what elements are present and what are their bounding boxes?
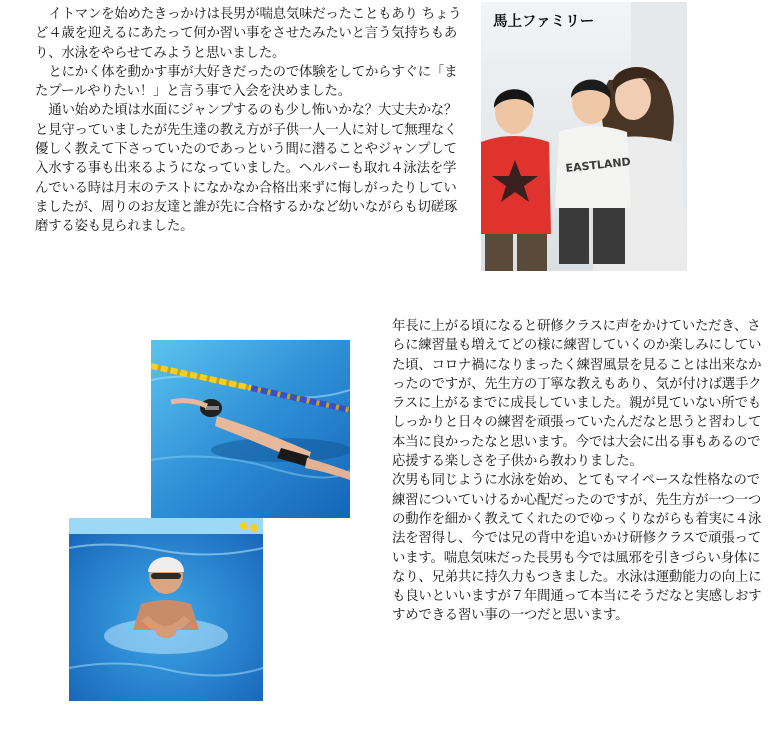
paragraph: とにかく体を動かす事が大好きだったので体験をしてからすぐに「またプールやりたい！」と言う事で入会を決めました。 <box>35 64 458 100</box>
paragraph: 通い始めた頃は水面にジャンプするのも少し怖いかな？大丈夫かな？と見守っていましたが先生達の教え方が子供一人一人に対して無理なく優しく教えて下さっていたのであっという間に潜ることやジャンプして入水する事も出来るようになっていました。ヘルパーも取れ４泳法を学んでいる時は月末のテストになかなか合格出来ずに悔しがったりしていましたが、周りのお友達と誰が先に合格するかなど幼いながらも切磋琢磨する姿も見られました。 <box>35 103 458 235</box>
article-text-bottom <box>392 317 762 626</box>
swim-photo-freestyle <box>151 340 350 518</box>
swim-photo-freestyle-image <box>151 340 350 518</box>
swim-photo-breaststroke <box>69 518 263 701</box>
family-caption: 馬上ファミリー <box>493 14 595 30</box>
family-photo-image <box>481 2 687 271</box>
paragraph: 次男も同じように水泳を始め、とてもマイペースな性格なので練習についていけるか心配だったのですが、先生方が一つ一つの動作を細かく教えてくれたのでゆっくりながらも着実に４泳法を習得し、今では兄の背中を追いかけ研修クラスで頑張っています。喘息気味だった長男も今では風邪を引きづらい身体になり、兄弟共に持久力もつきました。水泳は運動能力の向上にも良いといいますが７年間通って本当にそうだなと実感しおすすめできる習い事の一つだと思います。 <box>392 473 762 624</box>
swim-photo-breaststroke-image <box>69 518 263 701</box>
family-photo <box>481 2 687 271</box>
shirt-text: EASTLAND <box>564 155 632 175</box>
article-text-top <box>35 5 465 237</box>
paragraph: イトマンを始めたきっかけは長男が喘息気味だったこともあり ちょうど４歳を迎えるにあたって何か習い事をさせたみたいと言う気持ちもあり、水泳をやらせてみようと思いました。 <box>35 7 462 61</box>
paragraph: 年長に上がる頃になると研修クラスに声をかけていただき、さらに練習量も増えてどの様に練習していくのか楽しみにしていた頃、コロナ禍になりまったく練習風景を見ることは出来なかったのですが、先生方の丁寧な教えもあり、気が付けば選手クラスに上がるまでに成長していました。親が見ていない所でもしっかりと日々の練習を頑張っていたんだなと思うと習わして本当に良かったなと思います。今では大会に出る事もあるので応援する楽しさを子供から教わりました。 <box>392 319 762 470</box>
